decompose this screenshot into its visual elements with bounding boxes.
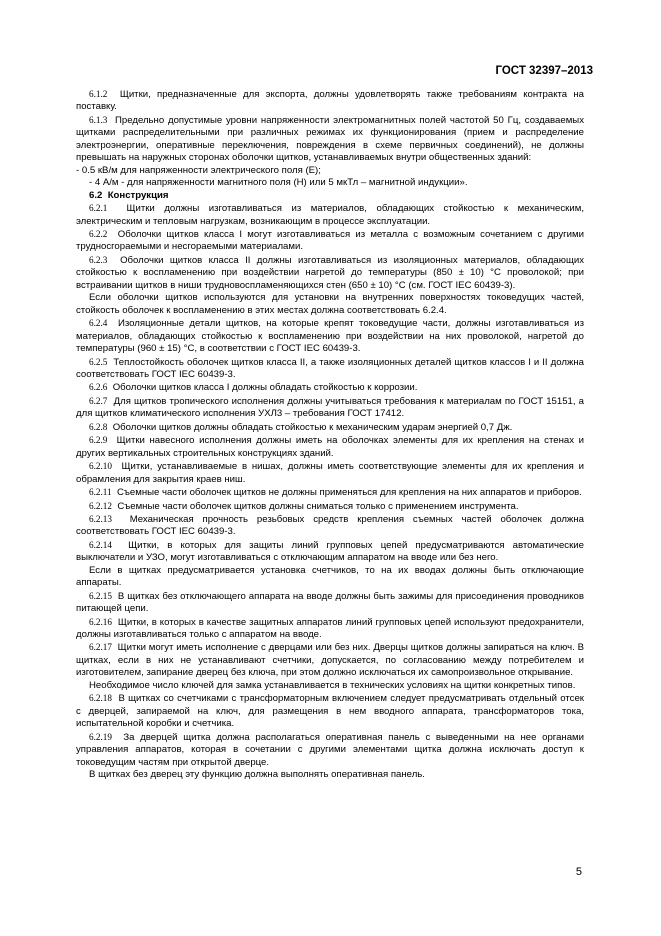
paragraph <box>76 539 584 565</box>
paragraph-text: Теплостойкость оболочек щитков класса II, а также изоляционных деталей щитков классов I и II должна соответствовать ГОСТ IEC 60439-3. <box>76 356 584 380</box>
paragraph <box>76 356 584 382</box>
paragraph <box>76 395 584 421</box>
paragraph-text: В щитках со счетчиками с трансформаторным включением следует предусматривать отдельный отсек с дверцей, запираемой на ключ, для размещения в нем вводного аппарата, трансформаторов тока, испытательной коробки и счетчика. <box>76 693 584 730</box>
clause-number: 6.1.3 <box>89 114 108 125</box>
paragraph-text: Конструкция <box>107 189 169 201</box>
paragraph <box>76 434 584 460</box>
paragraph <box>76 460 584 486</box>
paragraph-text: Щитки навесного исполнения должны иметь на оболочках элементы для их крепления на стенах и других вертикальных строительных конструкциях зданий. <box>76 435 584 459</box>
paragraph-text: За дверцей щитка должна располагаться оперативная панель с выведенными на нее органами управления аппаратов, которая в сочетании с другими элементами щитка должна исключать доступ к токоведущим частям при открытой дверце. <box>76 731 584 768</box>
paragraph <box>76 254 584 292</box>
paragraph <box>76 177 584 189</box>
clause-number: 6.2.18 <box>89 693 112 704</box>
paragraph-text: - 4 А/м - для напряженности магнитного поля (Н) или 5 мкТл – магнитной индукции». <box>89 177 468 189</box>
paragraph-text: Оболочки щитков класса II должны изготавливаться из изоляционных материалов, обладающих стойкостью к воспламенению при воздействии нагретой до температуры (850 ± 10) °С проволокой; при встраивании щитков в ниши трудновоспламеняющихся стен (650 ± 10) °С (см. ГОСТ IEC 60439-3). <box>76 254 584 291</box>
clause-number: 6.2.2 <box>89 228 108 239</box>
paragraph <box>76 680 584 692</box>
clause-number: 6.2.9 <box>89 435 108 446</box>
paragraph-text: Щитки, в которых для защиты линий групповых цепей предусматриваются автоматические выключатели и УЗО, могут изготавливаться с отключающим аппаратом на вводе или без него. <box>76 539 584 564</box>
paragraph <box>76 590 584 616</box>
paragraph-text: Щитки, устанавливаемые в нишах, должны иметь соответствующие элементы для их крепления и обрамления для закрытия краев ниш. <box>76 461 584 485</box>
clause-number: 6.2 <box>89 189 103 201</box>
clause-number: 6.2.7 <box>89 395 108 406</box>
clause-number: 6.2.6 <box>89 382 108 393</box>
paragraph-text: Если оболочки щитков используются для установки на внутренних поверхностях токоведущих частей, стойкость оболочек к воспламенению в этих местах должна соответствовать 6.2.4. <box>76 292 584 316</box>
paragraph <box>76 228 584 254</box>
clause-number: 6.2.1 <box>89 203 108 214</box>
paragraph <box>76 500 584 513</box>
clause-number: 6.2.14 <box>89 539 112 550</box>
paragraph <box>76 641 584 679</box>
document-body <box>76 88 584 781</box>
paragraph-text: В щитках без отключающего аппарата на вводе должны быть зажимы для присоединения проводников питающей цепи. <box>76 590 584 615</box>
clause-number: 6.2.11 <box>89 487 112 498</box>
paragraph-text: - 0.5 кВ/м для напряженности электрического поля (Е); <box>76 164 321 176</box>
paragraph <box>76 486 584 499</box>
paragraph <box>76 565 584 590</box>
paragraph-text: Щитки могут иметь исполнение с дверцами или без них. Дверцы щитков должны запираться на ключ. В щитках, если в них не устанавливают счетчики, допускается, по согласованию между потребителем и изготовителем, запирание дверец без ключа, при этом должно исключаться их самопроизвольное открывание. <box>76 642 584 679</box>
paragraph <box>76 421 584 434</box>
paragraph-text: Оболочки щитков должны обладать стойкостью к механическим ударам энергией 0,7 Дж. <box>112 421 513 433</box>
paragraph-text: Механическая прочность резьбовых средств крепления съемных частей оболочек должна соответствовать ГОСТ IEC 60439-3. <box>76 513 584 538</box>
paragraph-text: Для щитков тропического исполнения должны учитываться требования к материалам по ГОСТ 15151, а для щитков климатического исполнения УХЛ3 – требования ГОСТ 17412. <box>76 395 584 420</box>
clause-number: 6.2.5 <box>89 356 108 367</box>
paragraph-text: Оболочки щитков класса I могут изготавливаться из металла с возможным сочетанием с другими трудносгораемыми и несгораемыми материалами. <box>76 228 584 253</box>
clause-number: 6.2.13 <box>89 513 112 524</box>
paragraph <box>76 769 584 781</box>
paragraph-text: В щитках без дверец эту функцию должна выполнять оперативная панель. <box>89 769 425 781</box>
clause-number: 6.1.2 <box>89 89 108 99</box>
paragraph-text: Щитки, в которых в качестве защитных аппаратов линий групповых цепей используют предохранители, должны изготавливаться только с аппаратом на вводе. <box>76 616 585 641</box>
clause-number: 6.2.16 <box>89 616 112 627</box>
paragraph <box>76 731 584 769</box>
paragraph <box>76 165 584 177</box>
paragraph <box>76 114 584 165</box>
paragraph-text: Изоляционные детали щитков, на которые крепят токоведущие части, должны изготавливаться из материалов, обладающих стойкостью к воспламенению при воздействии на них проволокой, нагретой до температуры (960 ± 15) °С, в соответствии с ГОСТ IEC 60439-3. <box>76 318 584 355</box>
clause-number: 6.2.4 <box>89 318 108 329</box>
clause-number: 6.2.12 <box>89 500 112 511</box>
clause-number: 6.2.10 <box>89 461 112 472</box>
paragraph <box>76 692 584 730</box>
page-number: 5 <box>575 866 582 878</box>
paragraph <box>76 616 584 642</box>
paragraph-text: Щитки должны изготавливаться из материалов, обладающих стойкостью к механическим, электрическим и тепловым нагрузкам, возникающим в процессе эксплуатации. <box>76 203 584 227</box>
clause-number: 6.2.19 <box>89 731 112 742</box>
section-heading <box>76 190 584 202</box>
paragraph-text: Съемные части оболочек щитков должны сниматься только с применением инструмента. <box>117 500 519 512</box>
paragraph <box>76 317 584 355</box>
paragraph <box>76 88 584 114</box>
paragraph-text: Щитки, предназначенные для экспорта, должны удовлетворять также требованиям контракта на поставку. <box>76 89 584 113</box>
document-id-header: ГОСТ 32397–2013 <box>495 65 593 77</box>
paragraph-text: Оболочки щитков класса I должны обладать стойкостью к коррозии. <box>112 382 418 394</box>
clause-number: 6.2.3 <box>89 254 108 265</box>
clause-number: 6.2.8 <box>89 421 108 432</box>
paragraph-text: Съемные части оболочек щитков не должны применяться для крепления на них аппаратов и приборов. <box>116 487 582 499</box>
paragraph-text: Если в щитках предусматривается установка счетчиков, то на их вводах должны быть отключающие аппараты. <box>76 564 584 589</box>
paragraph <box>76 202 584 228</box>
clause-number: 6.2.15 <box>89 590 112 601</box>
paragraph <box>76 381 584 394</box>
paragraph-text: Необходимое число ключей для замка устанавливается в технических условиях на щитки конкретных типов. <box>89 679 576 691</box>
paragraph <box>76 292 584 317</box>
clause-number: 6.2.17 <box>89 642 112 653</box>
paragraph <box>76 513 584 539</box>
paragraph-text: Предельно допустимые уровни напряженности электромагнитных полей частотой 50 Гц, создаваемых щитками распределительными при различных режимах их функционирования (прием и распределение электроэнергии, оперативные переключения, повреждения в схеме первичных соединений), не должны превышать на наружных сторонах оболочки щитков, устанавливаемых внутри общественных зданий: <box>76 114 584 164</box>
